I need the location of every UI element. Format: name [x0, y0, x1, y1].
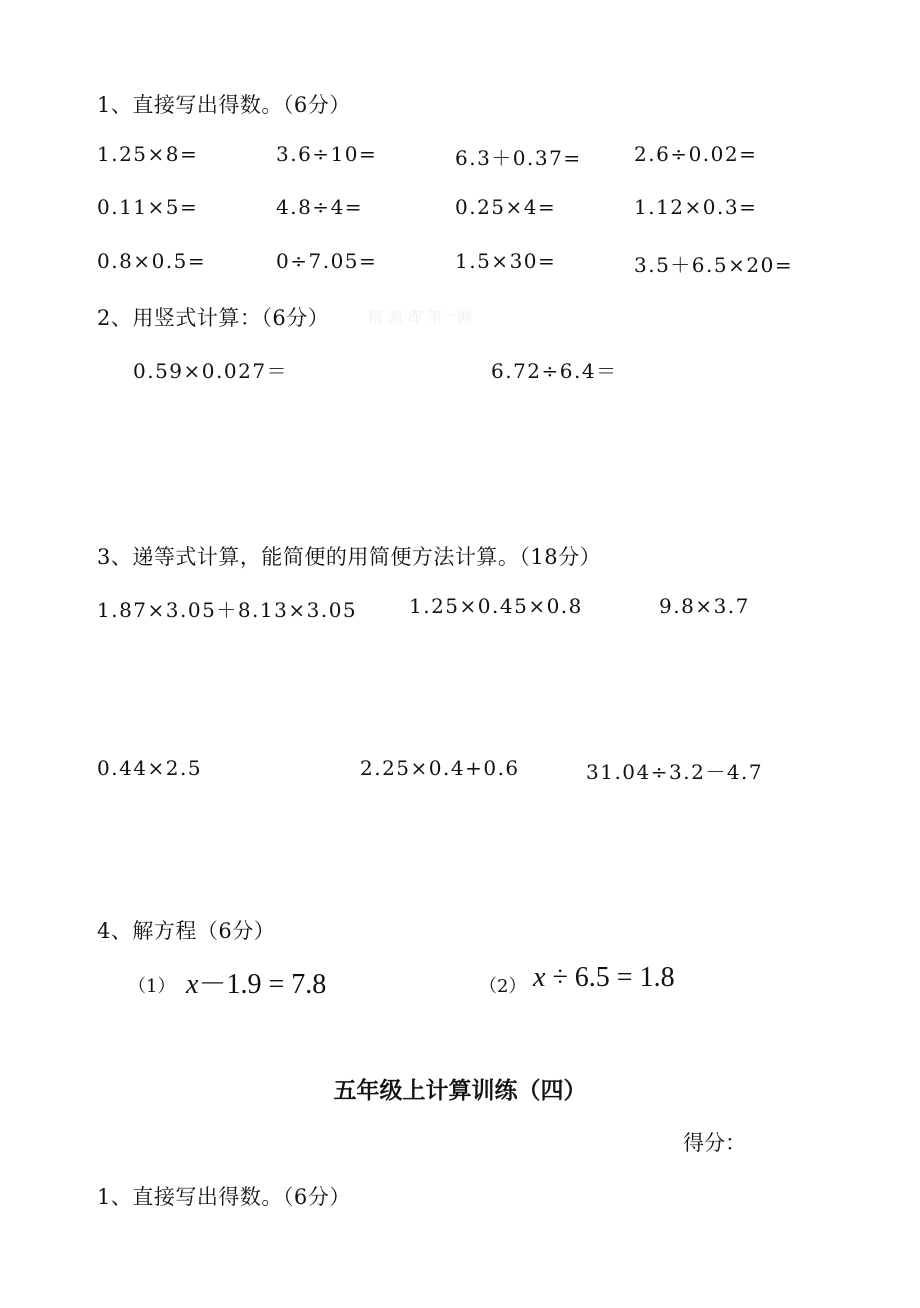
score-label: 得分：: [683, 1131, 746, 1155]
section4-heading: 4、解方程（6分）: [97, 919, 276, 943]
section1-problem: 1.5×30=: [455, 249, 557, 273]
equation: [533, 962, 675, 994]
watermark-text: 精 源 库 第一网: [368, 308, 473, 326]
section2-problem: 0.59×0.027＝: [133, 359, 289, 383]
section1-problem: 1.25×8=: [97, 142, 199, 166]
section3-problem: 2.25×0.4+0.6: [360, 756, 520, 780]
worksheet-title: 五年级上计算训练（四）: [333, 1078, 587, 1104]
section3-problem: 1.25×0.45×0.8: [409, 594, 583, 618]
equation-label: （1）: [128, 976, 176, 997]
section5-heading: 1、直接写出得数。（6分）: [97, 1185, 351, 1209]
section1-problem: 3.5＋6.5×20=: [634, 253, 794, 277]
section3-problem: 9.8×3.7: [659, 594, 750, 618]
equation-body: －1.9 = 7.8: [198, 969, 327, 1000]
equation-variable: x: [186, 969, 199, 1000]
equation-body: ÷ 6.5 = 1.8: [545, 962, 675, 993]
section3-problem: 31.04÷3.2－4.7: [586, 760, 764, 784]
section2-problem: 6.72÷6.4＝: [491, 359, 618, 383]
section1-heading: 1、直接写出得数。（6分）: [97, 93, 351, 117]
equation: [186, 962, 326, 1002]
section1-problem: 3.6÷10=: [276, 142, 378, 166]
section3-heading: 3、递等式计算，能简便的用简便方法计算。（18分）: [97, 545, 602, 569]
equation-variable: x: [533, 962, 546, 993]
section1-problem: 4.8÷4=: [276, 195, 364, 219]
section1-problem: 0÷7.05=: [276, 249, 378, 273]
section1-problem: 0.25×4=: [455, 195, 557, 219]
section1-problem: 1.12×0.3=: [634, 195, 758, 219]
section1-problem: 6.3＋0.37=: [455, 146, 582, 170]
section3-problem: 0.44×2.5: [97, 756, 203, 780]
section3-problem: 1.87×3.05＋8.13×3.05: [97, 598, 358, 622]
section1-problem: 0.11×5=: [97, 195, 199, 219]
section1-problem: 0.8×0.5=: [97, 249, 207, 273]
section1-problem: 2.6÷0.02=: [634, 142, 758, 166]
equation-label: （2）: [479, 976, 527, 997]
section2-heading: 2、用竖式计算：（6分）: [97, 306, 330, 330]
